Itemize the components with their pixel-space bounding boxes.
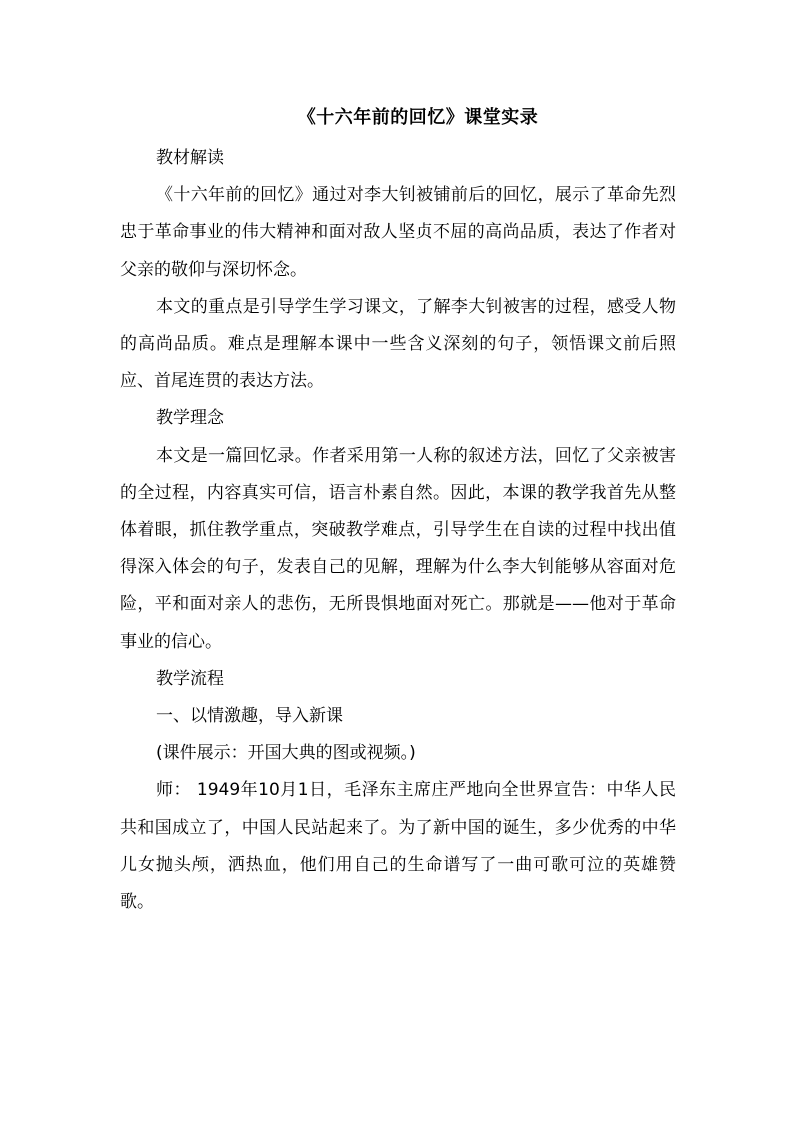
section-heading-teaching-philosophy: 教学理念 — [156, 408, 224, 429]
paragraph-intro: 《十六年前的回忆》通过对李大钊被铺前后的回忆，展示了革命先烈忠于革命事业的伟大精神和面对敌人坚贞不屈的高尚品质，表达了作者对父亲的敬仰与深切怀念。 — [120, 185, 676, 280]
document-title: 《十六年前的回忆》课堂实录 — [297, 107, 539, 128]
section-heading-teaching-process: 教学流程 — [156, 668, 224, 689]
section-heading-textbook-reading: 教材解读 — [156, 148, 224, 168]
paragraph-key-points: 本文的重点是引导学生学习课文，了解李大钊被害的过程，感受人物的高尚品质。难点是理解本课中一些含义深刻的句子，领悟课文前后照应、首尾连贯的表达方法。 — [120, 296, 676, 392]
document-body — [120, 100, 676, 921]
paragraph-philosophy: 本文是一篇回忆录。作者采用第一人称的叙述方法，回忆了父亲被害的全过程，内容真实可信，语言朴素自然。因此，本课的教学我首先从整体着眼，抓住教学重点，突破教学难点，引导学生在自读的过程中找出值得深入体会的句子，发表自己的见解，理解为什么李大钊能够从容面对危险，平和面对亲人的悲伤，无所畏惧地面对死亡。那就是——他对于革命事业的信心。 — [120, 445, 676, 652]
subsection-heading-intro-lesson: 一、以情激趣，导入新课 — [156, 706, 343, 727]
paragraph-courseware-note: (课件展示：开国大典的图或视频。) — [156, 743, 416, 764]
paragraph-teacher-speech: 师： 1949年10月1日，毛泽东主席庄严地向全世界宣告：中华人民共和国成立了，中国人民站起来了。为了新中国的诞生，多少优秀的中华儿女抛头颅，洒热血，他们用自己的生命谱写了一曲可歌可泣的英雄赞歌。 — [120, 780, 676, 913]
